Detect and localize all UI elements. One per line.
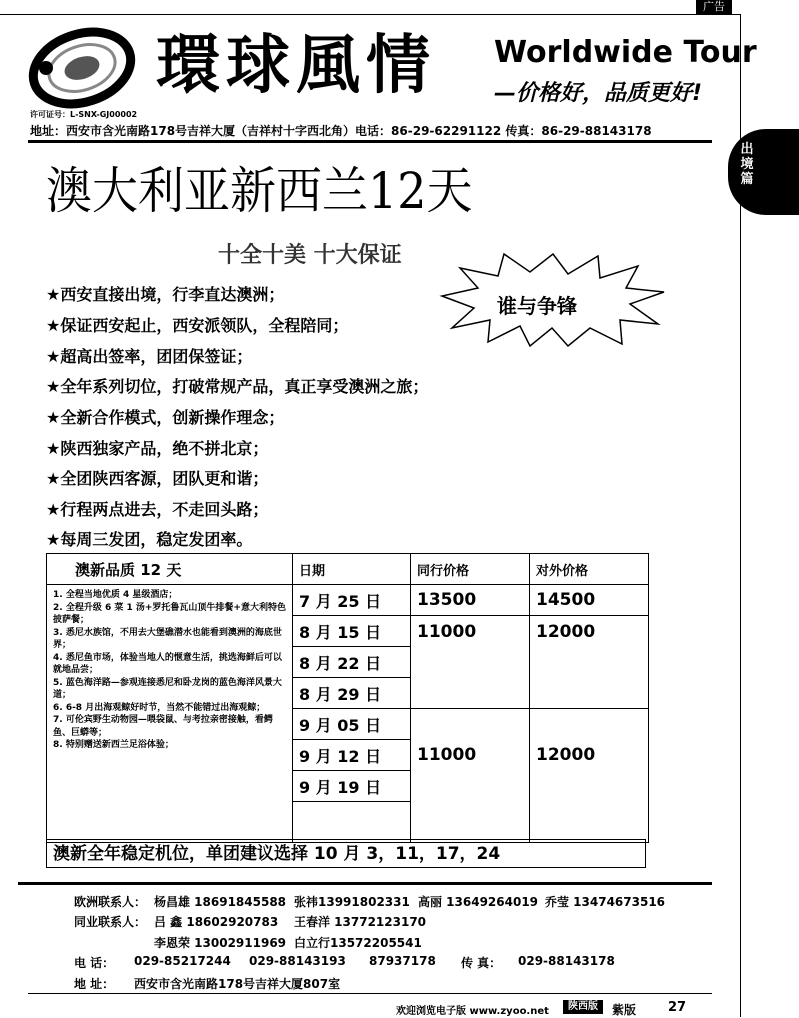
itinerary-item: 1. 全程当地优质 4 星级酒店；: [53, 590, 178, 600]
feature-item: ★行程两点进去，不走回头路；: [46, 500, 269, 519]
fax-number: 029-88143178: [518, 954, 615, 968]
trade-price: 13500: [411, 585, 530, 616]
itinerary-list: [47, 585, 293, 843]
feature-item: ★全年系列切位，打破常规产品，真正享受澳洲之旅；: [46, 377, 429, 396]
departure-date: 9 月 12 日: [293, 740, 411, 771]
phone-number: 87937178: [369, 954, 436, 968]
feature-item: ★保证西安起止，西安派领队，全程陪同；: [46, 316, 349, 335]
frame-top-border: [0, 14, 740, 15]
trade-contact: 吕 鑫 18602920783: [154, 915, 279, 929]
europe-contact: 张祎13991802331: [294, 895, 410, 909]
feature-item: ★全新合作模式，创新操作理念；: [46, 408, 285, 427]
departure-date: 9 月 19 日: [293, 771, 411, 802]
public-price: 12000: [530, 616, 649, 709]
itinerary-item: 3. 悉尼水族馆，不用去大堡礁潜水也能看到澳洲的海底世界；: [53, 627, 282, 650]
phone-label: 电 话：: [74, 956, 115, 970]
public-price: 14500: [530, 585, 649, 616]
badge-text: 谁与争锋: [497, 294, 577, 318]
departure-date: 7 月 25 日: [293, 585, 411, 616]
company-address-line: 地址：西安市含光南路178号吉祥大厦（吉祥村十字西北角）电话：86-29-62291122 传真：86-29-88143178: [30, 124, 652, 138]
trade-contact: 王春洋 13772123170: [294, 915, 427, 929]
header-divider: [28, 140, 712, 143]
trade-price: 11000: [411, 709, 530, 843]
page-number: 27: [668, 1000, 687, 1015]
departure-date: 8 月 22 日: [293, 647, 411, 678]
footer-region-badge: 陕西版: [563, 1000, 603, 1014]
header-trade-price: 同行价格: [411, 554, 530, 585]
departure-date: 8 月 15 日: [293, 616, 411, 647]
itinerary-item: 8. 特别赠送新西兰足浴体验；: [53, 740, 174, 750]
itinerary-item: 2. 全程升级 6 菜 1 汤+罗托鲁瓦山顶牛排餐+意大利特色披萨餐；: [53, 602, 286, 625]
europe-contact: 杨昌雄 18691845588: [154, 895, 287, 909]
trade-contact: 李恩荣 13002911969: [154, 936, 287, 950]
itinerary-item: 5. 蓝色海洋路—参观连接悉尼和卧龙岗的蓝色海洋风景大道；: [53, 677, 282, 700]
europe-contact-label: 欧洲联系人：: [74, 895, 147, 909]
license-number: 许可证号：L-SNX-GJ00002: [30, 110, 138, 119]
price-table: [46, 553, 648, 839]
feature-item: ★全团陕西客源，团队更和谐；: [46, 469, 269, 488]
brand-name-cn: 環球風情: [156, 29, 436, 103]
header-public-price: 对外价格: [530, 554, 649, 585]
itinerary-item: 7. 可伦宾野生动物园—喂袋鼠、与考拉亲密接触，看鳄鱼、巨蟒等；: [53, 715, 273, 738]
office-address: 西安市含光南路178号吉祥大厦807室: [134, 977, 341, 991]
phone-number: 029-85217244: [134, 954, 231, 968]
departure-date: 9 月 05 日: [293, 709, 411, 740]
trade-contact: 白立行13572205541: [294, 936, 422, 950]
europe-contact: 乔莹 13474673516: [545, 895, 666, 909]
brand-name-en: Worldwide Tour: [494, 35, 757, 70]
header-date: 日期: [293, 554, 411, 585]
itinerary-item: 6. 6-8 月出海观鲸好时节，当然不能错过出海观鲸；: [53, 702, 266, 713]
itinerary-item: 4. 悉尼鱼市场，体验当地人的惬意生活，挑选海鲜后可以就地品尝；: [53, 652, 282, 675]
departure-date: 8 月 29 日: [293, 678, 411, 709]
side-section-label: 出境篇: [740, 142, 754, 187]
footer-website: 欢迎浏览电子版 www.zyoo.net: [396, 1006, 549, 1017]
phone-number: 029-88143193: [249, 954, 346, 968]
europe-contact: 高丽 13649264019: [418, 895, 539, 909]
tour-title: 澳大利亚新西兰12天: [46, 162, 473, 220]
ad-tag: 广告: [696, 0, 732, 14]
footer-edition: 紫版: [612, 1003, 637, 1017]
feature-item: ★陕西独家产品，绝不拼北京；: [46, 439, 269, 458]
contact-divider: [18, 882, 712, 885]
fixed-seat-note: 澳新全年稳定机位，单团建议选择 10 月 3，11，17，24: [46, 839, 646, 868]
feature-item: ★每周三发团，稳定发团率。: [46, 530, 253, 549]
feature-item: ★超高出签率，团团保签证；: [46, 347, 253, 366]
trade-contact-label: 同业联系人：: [74, 915, 147, 929]
brand-slogan: —价格好，品质更好!: [494, 81, 703, 106]
feature-item: ★西安直接出境，行李直达澳洲；: [46, 285, 285, 304]
globe-logo-icon: [26, 26, 136, 110]
public-price: 12000: [530, 709, 649, 843]
tour-subtitle: 十全十美 十大保证: [218, 243, 402, 268]
trade-price: 11000: [411, 616, 530, 709]
empty-cell: [293, 802, 411, 843]
package-title: 澳新品质 12 天: [47, 554, 293, 585]
footer-divider: [28, 993, 712, 994]
fax-label: 传 真：: [461, 956, 502, 970]
address-label: 地 址：: [74, 977, 115, 991]
